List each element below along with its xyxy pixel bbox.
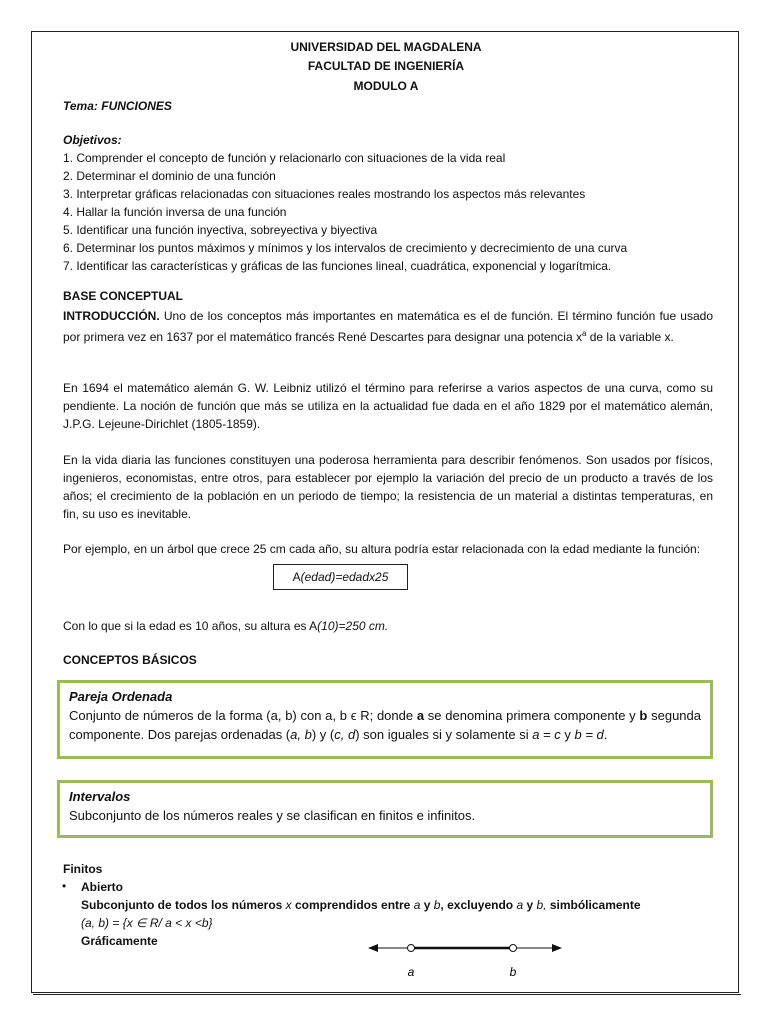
box1-text-a: Conjunto de números de la forma (a, b) con a, b ϵ R; donde <box>69 708 417 723</box>
intro-paragraph <box>63 307 713 346</box>
intervalos-box <box>57 780 713 838</box>
objective-item: 4. Hallar la función inversa de una función <box>63 205 287 219</box>
desc-e: y <box>523 898 537 912</box>
box1-text-f: y <box>560 727 575 742</box>
intervalos-text: Subconjunto de los números reales y se clasifican en finitos e infinitos. <box>69 808 476 823</box>
document-page <box>31 31 739 993</box>
intro-sup: a <box>581 329 587 338</box>
desc-b2: b <box>433 898 441 912</box>
right-arrow-icon <box>552 944 562 952</box>
formula-b: (edad)=edadx25 <box>300 570 389 584</box>
intro-text-b: de la variable x. <box>586 330 674 344</box>
desc-a2: a <box>413 898 421 912</box>
result-text: Con lo que si la edad es 10 años, su altura es A <box>63 619 318 633</box>
module-name: MODULO A <box>353 79 419 93</box>
desc-a: Subconjunto de todos los números <box>81 898 286 912</box>
pareja-ordenada-box <box>57 680 713 759</box>
desc-b3: b, <box>536 898 547 912</box>
endpoint-label-a: a <box>407 965 415 979</box>
box1-i2: c, d <box>334 727 356 742</box>
open-interval-set: (a, b) = {x ∈ R/ a < x <b} <box>81 916 213 930</box>
daily-life-paragraph: En la vida diaria las funciones constituyen una poderosa herramienta para describir fenómenos. Son usados por físicos, ingenieros, economistas, entre otros, para establecer por ejemplo la variación del precio de un producto a través de los años; el crecimiento de la población en un periodo de tiempo; la resistencia de un material a distintas temperaturas, en fin, su uso es inevitable. <box>63 453 713 521</box>
faculty-name: FACULTAD DE INGENIERÍA <box>307 59 465 73</box>
objective-item: 5. Identificar una función inyectiva, sobreyectiva y biyectiva <box>63 223 378 237</box>
formula-a: A <box>292 570 301 584</box>
open-interval-number-line <box>362 934 572 984</box>
abierto-description <box>81 896 721 914</box>
endpoint-label-b: b <box>509 965 517 979</box>
objective-item: 2. Determinar el dominio de una función <box>63 169 276 183</box>
objectives-list <box>63 149 723 275</box>
desc-b: comprendidos entre <box>291 898 414 912</box>
topic-title: Tema: FUNCIONES <box>63 99 172 113</box>
box1-text-g: . <box>603 727 608 742</box>
box1-text-b: se denomina primera componente y <box>424 708 640 723</box>
graficamente-label: Gráficamente <box>81 934 158 948</box>
pareja-ordenada-text <box>69 706 701 744</box>
desc-a3: a <box>516 898 524 912</box>
left-arrow-icon <box>368 944 378 952</box>
page-shadow-edge <box>33 992 741 995</box>
bullet-glyph: • <box>62 879 67 893</box>
box1-i4: b = d <box>574 727 604 742</box>
intro-text-a: Uno de los conceptos más importantes en matemática es el de función. El término función fue usado por primera vez en 1637 por el matemático francés René Descartes para designar una potencia x <box>63 309 713 344</box>
objective-item: 7. Identificar las características y gráficas de las funciones lineal, cuadrática, exponencial y logarítmica. <box>63 259 612 273</box>
objective-item: 3. Interpretar gráficas relacionadas con situaciones reales mostrando los aspectos más relevantes <box>63 187 586 201</box>
box1-a: a <box>416 708 425 723</box>
result-formula: (10)=250 cm. <box>317 619 389 633</box>
conceptos-basicos-heading: CONCEPTOS BÁSICOS <box>63 653 197 667</box>
open-endpoint-b <box>510 945 517 952</box>
finitos-heading: Finitos <box>63 862 103 876</box>
desc-d: , excluyendo <box>440 898 517 912</box>
box1-text-e: ) son iguales si y solamente si <box>355 727 533 742</box>
abierto-heading: Abierto <box>81 880 123 894</box>
result-paragraph <box>63 617 713 635</box>
leibniz-paragraph: En 1694 el matemático alemán G. W. Leibniz utilizó el término para referirse a varios aspectos de una curva, como su pendiente. La noción de función que más se utiliza en la actualidad fue dada en el año 1829 por el matemático alemán, J.P.G. Lejeune-Dirichlet (1805-1859). <box>63 381 713 431</box>
box1-text-c: segunda componente. Dos parejas ordenadas ( <box>69 708 701 742</box>
box1-b: b <box>639 708 648 723</box>
objective-item: 6. Determinar los puntos máximos y mínimos y los intervalos de crecimiento y decrecimiento de una curva <box>63 241 628 255</box>
desc-x: x <box>285 898 292 912</box>
box1-i1: a, b <box>290 727 312 742</box>
tree-example-paragraph: Por ejemplo, en un árbol que crece 25 cm cada año, su altura podría estar relacionada con la edad mediante la función: <box>63 542 701 556</box>
intro-label: INTRODUCCIÓN. <box>63 309 160 323</box>
objective-item: 1. Comprender el concepto de función y relacionarlo con situaciones de la vida real <box>63 151 506 165</box>
box1-text-d: ) y ( <box>311 727 335 742</box>
desc-c: y <box>420 898 434 912</box>
objectives-title: Objetivos: <box>63 133 122 147</box>
intervalos-title: Intervalos <box>69 789 131 804</box>
pareja-ordenada-title: Pareja Ordenada <box>69 689 173 704</box>
base-conceptual-heading: BASE CONCEPTUAL <box>63 289 184 303</box>
university-name: UNIVERSIDAD DEL MAGDALENA <box>290 40 482 54</box>
formula-box <box>273 564 408 590</box>
open-endpoint-a <box>408 945 415 952</box>
box1-i3: a = c <box>532 727 561 742</box>
desc-f: simbólicamente <box>546 898 641 912</box>
